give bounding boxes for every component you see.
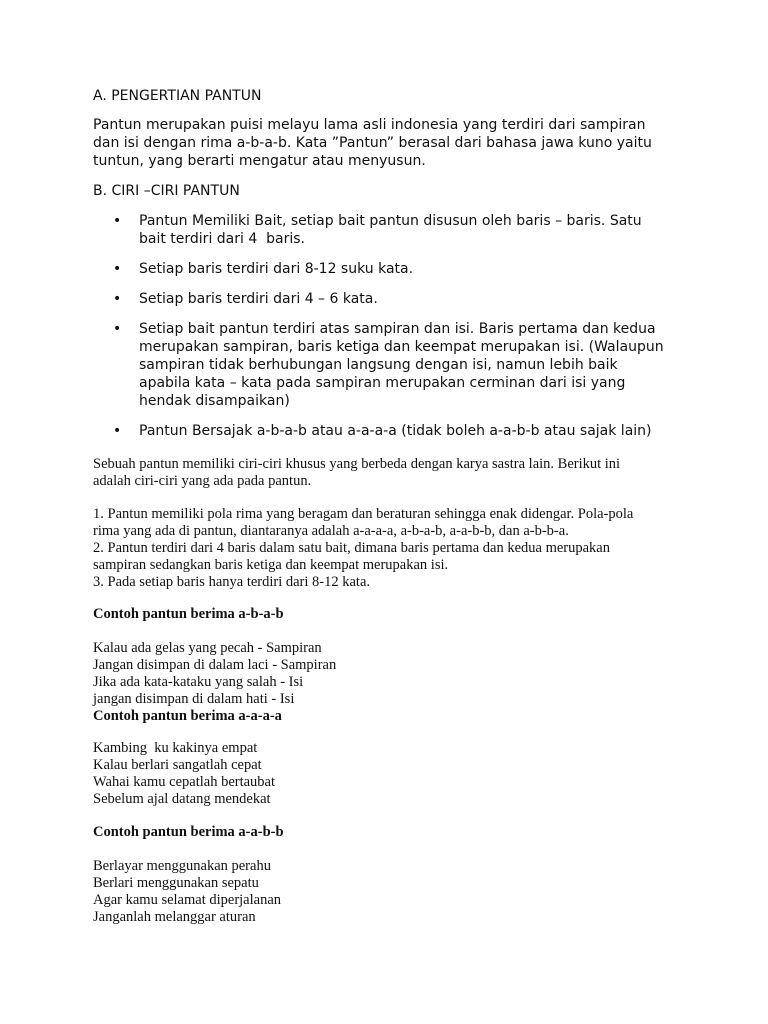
text-line: dan isi dengan rima a-b-a-b. Kata ”Pantun” berasal dari bahasa jawa kuno yaitu [93, 135, 652, 151]
bullet-item [93, 212, 683, 248]
example-aaaa [93, 740, 693, 808]
text-line: Setiap baris terdiri dari 4 – 6 kata. [139, 291, 378, 307]
text-line: Pantun merupakan puisi melayu lama asli indonesia yang terdiri dari sampiran [93, 117, 646, 133]
text-line: bait terdiri dari 4 baris. [139, 231, 306, 247]
bullet-icon: • [113, 321, 122, 337]
example-abab [93, 606, 693, 725]
text-line: Setiap baris terdiri dari 8-12 suku kata. [139, 261, 414, 277]
poem-line: Jika ada kata-kataku yang salah - Isi [93, 674, 304, 690]
text-line: adalah ciri-ciri yang ada pada pantun. [93, 473, 312, 489]
section-b-heading: B. CIRI –CIRI PANTUN [93, 183, 240, 199]
intro-paragraph [93, 456, 693, 490]
numbered-list [93, 506, 693, 591]
ciri-bullet-list [93, 212, 683, 452]
poem-line: Kalau ada gelas yang pecah - Sampiran [93, 640, 322, 656]
bullet-icon: • [113, 261, 122, 277]
text-line: 1. Pantun memiliki pola rima yang beragam dan beraturan sehingga enak didengar. Pola-pola [93, 506, 634, 522]
text-line: Pantun Bersajak a-b-a-b atau a-a-a-a (tidak boleh a-a-b-b atau sajak lain) [139, 423, 652, 439]
poem-line: Agar kamu selamat diperjalanan [93, 892, 282, 908]
text-line: hendak disampaikan) [139, 393, 290, 409]
text-line: merupakan sampiran, baris ketiga dan keempat merupakan isi. (Walaupun [139, 339, 664, 355]
example-aabb [93, 824, 693, 926]
poem-line: Berlayar menggunakan perahu [93, 858, 271, 874]
poem-line: Kambing ku kakinya empat [93, 740, 258, 756]
text-line: 3. Pada setiap baris hanya terdiri dari 8-12 kata. [93, 574, 371, 590]
poem-line: jangan disimpan di dalam hati - Isi [93, 691, 295, 707]
poem-line: Kalau berlari sangatlah cepat [93, 757, 262, 773]
bullet-item [93, 290, 683, 308]
text-line: 2. Pantun terdiri dari 4 baris dalam satu bait, dimana baris pertama dan kedua merupakan [93, 540, 610, 556]
spacer [93, 623, 693, 640]
text-line: sampiran tidak berhubungan langsung dengan isi, namun lebih baik [139, 357, 618, 373]
section-a-heading: A. PENGERTIAN PANTUN [93, 88, 262, 104]
example-title: Contoh pantun berima a-b-a-b [93, 606, 284, 622]
text-line: apabila kata – kata pada sampiran merupakan cerminan dari isi yang [139, 375, 626, 391]
text-line: Setiap bait pantun terdiri atas sampiran dan isi. Baris pertama dan kedua [139, 321, 656, 337]
section-a-paragraph [93, 116, 693, 170]
bullet-item [93, 422, 683, 440]
bullet-item [93, 320, 683, 410]
text-line: Pantun Memiliki Bait, setiap bait pantun disusun oleh baris – baris. Satu [139, 213, 642, 229]
bullet-item [93, 260, 683, 278]
text-line: tuntun, yang berarti mengatur atau menyusun. [93, 153, 426, 169]
text-line: sampiran sedangkan baris ketiga dan keempat merupakan isi. [93, 557, 449, 573]
text-line: rima yang ada di pantun, diantaranya adalah a-a-a-a, a-b-a-b, a-a-b-b, dan a-b-b-a. [93, 523, 569, 539]
poem-line: Sebelum ajal datang mendekat [93, 791, 271, 807]
poem-line: Janganlah melanggar aturan [93, 909, 256, 925]
spacer [93, 841, 693, 858]
bullet-icon: • [113, 423, 122, 439]
poem-line: Berlari menggunakan sepatu [93, 875, 259, 891]
poem-line: Wahai kamu cepatlah bertaubat [93, 774, 276, 790]
poem-line: Jangan disimpan di dalam laci - Sampiran [93, 657, 337, 673]
example-title: Contoh pantun berima a-a-a-a [93, 708, 282, 724]
bullet-icon: • [113, 213, 122, 229]
bullet-icon: • [113, 291, 122, 307]
example-title: Contoh pantun berima a-a-b-b [93, 824, 284, 840]
text-line: Sebuah pantun memiliki ciri-ciri khusus yang berbeda dengan karya sastra lain. Berikut ini [93, 456, 621, 472]
